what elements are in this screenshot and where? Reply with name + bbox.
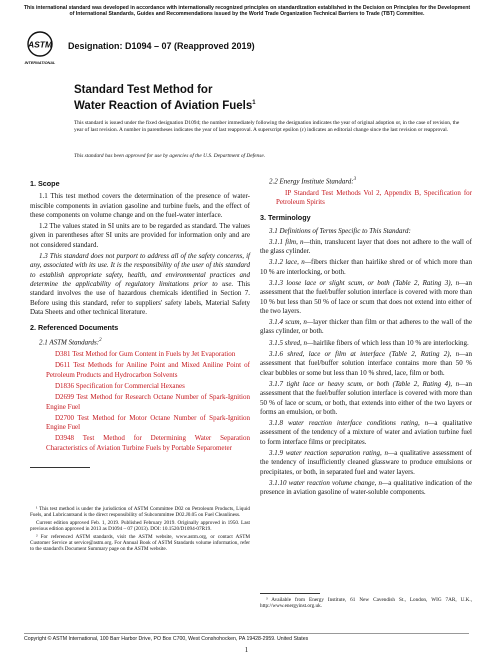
right-column (260, 175, 472, 500)
svg-text:ASTM: ASTM (27, 39, 53, 50)
reference-code-link[interactable]: D611 (55, 361, 71, 370)
footnote-1-edition: Current edition approved Feb. 1, 2019. Published February 2019. Originally approved in 1950. Last previous edition approved in 2013 as D1094 – 07 (2013). DOI: 10.1520/D1094-07R19. (30, 519, 250, 533)
definition-text: layer thicker than film or that adheres to the wall of the glass cylinder, or both. (260, 318, 472, 336)
scope-heading: 1. Scope (30, 179, 60, 188)
footnote-rule-left (30, 467, 90, 468)
footnote-1: ¹ This test method is under the jurisdiction of ASTM Committee D02 on Petroleum Products, Liquid Fuels, and Lubricantsand is the direct responsibility of Subcommittee D02.J0.05 on Fuel Cleanliness. (30, 506, 250, 519)
reference-title-link[interactable]: Test Method for Research Octane Number of Spark-Ignition Engine Fuel (46, 393, 250, 411)
definition-term: 3.1.3 loose lace or slight scum, or both (Table 2, Rating 3), n— (269, 279, 466, 287)
ip-reference-link[interactable]: IP Standard Test Methods Vol 2, Appendix B, Specification for Petroleum Spirits (276, 188, 472, 206)
wto-notice: This international standard was developed in accordance with internationally recognized principles on standardization established in the Decision on Principles for the Development of International Standards, Guides and Recommendations issued by the World Trade Organization Technical Barriers to Trade (TBT) Committee. (23, 5, 471, 18)
definition-item (260, 350, 472, 378)
reference-item[interactable] (30, 350, 250, 359)
terminology-intro: 3.1 Definitions of Terms Specific to This Standard: (269, 226, 411, 235)
definition-term: 3.1.10 water reaction volume change, n— (269, 478, 389, 487)
standard-note: This standard is issued under the fixed designation D1094; the number immediately following the designation indicates the year of original adoption or, in the case of revision, the year of last revision. A number in parentheses indicates the year of last reapproval. A superscript epsilon (ε) indicates an editorial change since the last revision or reapproval. (74, 120, 460, 133)
scope-1-1: 1.1 This test method covers the determination of the presence of water-miscible components in aviation gasoline and turbine fuels, and the effect of these components on volume change and on the fuel-water interface. (30, 192, 250, 219)
terminology-list (260, 238, 472, 498)
title-line-2: Water Reaction of Aviation Fuels$^1$ (74, 99, 256, 112)
reference-code-link[interactable]: D1836 (55, 381, 75, 390)
title-footnote-mark: 1 (252, 100, 256, 106)
definition-item (260, 339, 472, 348)
definition-text: a qualitative indication of the presence in aviation gasoline of water-soluble components. (260, 478, 472, 497)
reference-list (30, 350, 250, 453)
reference-title-link[interactable]: Test Method for Gum Content in Fuels by Jet Evaporation (72, 350, 236, 359)
definition-term: 3.1.4 scum, n— (269, 318, 314, 327)
astm-standards-label: 2.1 ASTM Standards:$^2$ (39, 338, 102, 347)
designation: Designation: D1094 – 07 (Reapproved 2019) (68, 41, 255, 51)
definition-item (260, 279, 472, 316)
left-column (30, 175, 250, 468)
reference-code-link[interactable]: D2699 (55, 393, 75, 402)
reference-title-link[interactable]: Specification for Commercial Hexanes (75, 381, 185, 390)
reference-title-link[interactable]: Test Method for Motor Octane Number of Spark-Ignition Engine Fuel (46, 413, 251, 432)
definition-term: 3.1.1 film, n— (269, 237, 310, 246)
definition-item (260, 238, 472, 257)
definition-item (260, 419, 472, 447)
reference-item[interactable] (30, 393, 250, 412)
definition-text: an assessment that the fuel/buffer solution interface is covered with more than 50 % of lace or scum, or both, that extends into either of the two layers or forms an emulsion, or both. (260, 379, 472, 416)
left-footnotes (30, 506, 250, 554)
definition-text: fibers thicker than hairlike shred or of which more than 10 % are interlocking, or both. (260, 258, 473, 276)
definition-text: thin, translucent layer that does not adhere to the wall of the glass cylinder. (260, 237, 472, 256)
definition-text: a qualitative assessment of the tendency of a mixture of water and aviation turbine fuel to form interface films or precipitates. (260, 419, 472, 446)
dod-approval: This standard has been approved for use by agencies of the U.S. Department of Defense. (74, 153, 266, 159)
svg-text:INTERNATIONAL: INTERNATIONAL (24, 61, 56, 65)
scope-1-2: 1.2 The values stated in SI units are to be regarded as standard. The values given in parentheses after SI units are provided for information only and are not considered standard. (30, 222, 250, 249)
astm-logo (24, 30, 56, 68)
document-title (74, 84, 256, 113)
footnote-2: ² For referenced ASTM standards, visit the ASTM website, www.astm.org, or contact ASTM Customer Service at service@astm.org. For Annual Book of ASTM Standards volume information, refer to the standard's Document Summary page on the ASTM website. (30, 533, 250, 553)
footnote-3: ³ Available from Energy Institute, 61 New Cavendish St., London, WIG 7AR, U.K., http://www.energyinst.org.uk. (260, 597, 472, 610)
reference-code-link[interactable]: D381 (55, 350, 71, 359)
reference-item[interactable] (30, 434, 250, 453)
energy-institute-label: 2.2 Energy Institute Standard:$^3$ (269, 177, 357, 186)
reference-title-link[interactable]: Test Method for Determining Water Separation Characteristics of Aviation Turbine Fuels by Portable Separometer (46, 434, 250, 452)
definition-term: 3.1.7 tight lace or heavy scum, or both (Table 2, Rating 4), n— (269, 379, 466, 388)
reference-item[interactable] (30, 361, 250, 380)
title-line-1: Standard Test Method for (74, 84, 213, 96)
terminology-heading: 3. Terminology (260, 213, 311, 223)
definition-text: a qualitative assessment of the tendency of insufficiently cleaned glassware to produce emulsions or precipitates, or both, in separated fuel and water layers. (260, 449, 473, 476)
scope-1-3: 1.3 This standard does not purport to address all of the safety concerns, if any, associated with its use. It is the responsibility of the user of this standard to establish appropriate safety, health, and environmental practices and determine the applicability of regulatory limitations prior to use. This standard involves the use of hazardous chemicals identified in Section 7. Before using this standard, refer to suppliers' safety labels, Material Safety Data Sheets and other technical literature. (30, 252, 250, 316)
definition-term: 3.1.8 water reaction interface conditions rating, n— (269, 419, 435, 428)
definition-term: 3.1.6 shred, lace or film at interface (Table 2, Rating 2), n— (269, 350, 466, 359)
reference-code-link[interactable]: D3948 (55, 434, 75, 443)
footnote-rule-right (260, 593, 320, 594)
reference-code-link[interactable]: D2700 (55, 413, 75, 422)
page-number: 1 (244, 646, 249, 654)
right-footnote (260, 597, 472, 611)
definition-text: an assessment that the fuel/buffer solution interface is covered with more than 10 % but less than 50 % of lace or scum that does not extend into either of the two layers. (260, 279, 472, 315)
definition-item (260, 380, 472, 417)
definition-item (260, 479, 472, 498)
copyright-line: Copyright © ASTM International, 100 Barr Harbor Drive, PO Box C700, West Conshohocken, PA 19428-2959. United States (24, 633, 469, 642)
definition-text: an assessment that fuel/buffer solution interface contains more than 50 % clear bubbles or some but less than 10 % shred, lace, film or both. (260, 350, 472, 377)
definition-term: 3.1.2 lace, n— (269, 258, 311, 267)
definition-item (260, 318, 472, 337)
definition-item (260, 258, 472, 277)
definition-term: 3.1.5 shred, n— (269, 338, 314, 347)
definition-term: 3.1.9 water reaction separation rating, n— (269, 449, 395, 458)
references-heading: 2. Referenced Documents (30, 323, 119, 333)
definition-text: hairlike fibers of which less than 10 % are interlocking. (313, 338, 469, 347)
reference-title-link[interactable]: Test Methods for Aniline Point and Mixed Aniline Point of Petroleum Products and Hydrocarbon Solvents (46, 361, 250, 379)
definition-item (260, 449, 472, 477)
reference-item[interactable] (30, 414, 250, 433)
reference-item[interactable] (30, 382, 250, 391)
